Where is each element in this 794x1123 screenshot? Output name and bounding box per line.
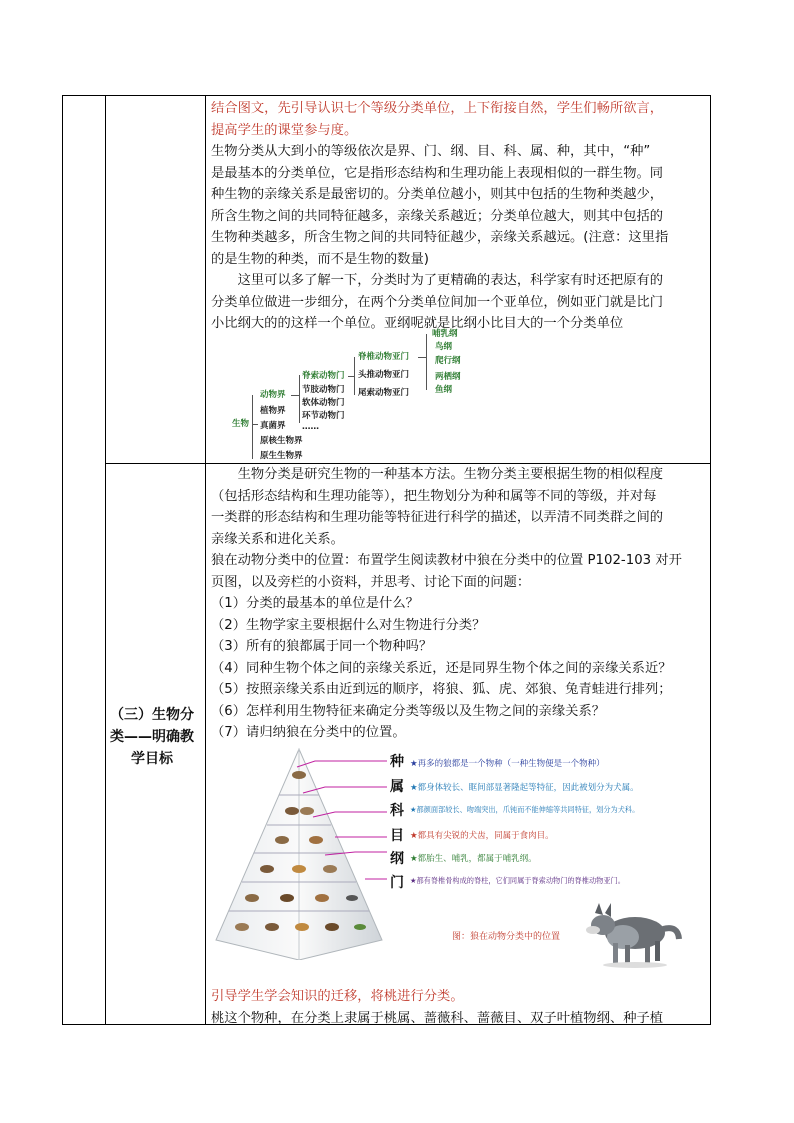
level-family: 科 [390,803,404,819]
class-item: 爬行纲 [435,356,461,366]
level-note: ★都胎生、哺乳，都属于哺乳纲。 [410,854,537,864]
subphylum-item: 头推动物亚门 [358,370,410,380]
tree-root: 生物 [232,419,250,429]
star-icon: ★ [410,854,418,864]
star-icon: ★ [410,876,417,885]
col-divider-1 [105,96,106,1024]
star-icon: ★ [410,783,418,793]
para-line: 小比纲大的的这样一个单位。亚纲呢就是比纲小比目大的一个分类单位 [211,316,624,331]
peach-guide: 引导学生学会知识的迁移，将桃进行分类。 [211,989,464,1004]
para-line: 生物分类从大到小的等级依次是界、门、纲、目、科、属、种，其中，“种” [211,144,651,159]
level-note: ★都有脊椎骨构成的脊柱，它们同属于脊索动物门的脊椎动物亚门。 [410,876,625,885]
level-class: 纲 [390,851,404,867]
para-line: 的是生物的种类，而不是生物的数量) [211,251,429,267]
class-item: 鸟纲 [435,342,453,352]
level-note: ★都具有尖锐的犬齿，同属于食肉目。 [410,831,554,841]
phylum-item: 软体动物门 [302,398,345,408]
question-item: （4）同种生物个体之间的亲缘关系近，还是同界生物个体之间的亲缘关系近？ [211,660,672,676]
level-note: ★都颜面部较长、吻端突出，爪钝而不能伸缩等共同特征，划分为犬科。 [410,805,640,814]
kingdom-item: 植物界 [260,406,286,416]
question-item: （6）怎样利用生物特征来确定分类等级以及生物之间的亲缘关系？ [211,703,606,719]
question-item: （5）按照亲缘关系由近到远的顺序，将狼、狐、虎、郊狼、兔青蛙进行排列； [211,682,672,697]
subphylum-item: 脊椎动物亚门 [358,352,410,362]
row1-content [211,98,707,335]
para-line: 生物种类越多，所含生物之间的共同特征越少，亲缘关系越远。(注意：这里指 [211,230,669,245]
wolf-line: 页图，以及旁栏的小资料，并思考、讨论下面的问题： [211,574,531,590]
wolf-line: 狼在动物分类中的位置：布置学生阅读教材中狼在分类中的位置 P102-103 对开 [211,553,682,568]
para-line: 这里可以多了解一下，分类时为了更精确的表达，科学家有时还把原有的 [237,273,664,288]
intro-line: 一类群的形态结构和生理功能等特征进行科学的描述，以弄清不同类群之间的 [211,510,664,525]
para-line: 是最基本的分类单位，它是指形态结构和生理功能上表现相似的一群生物。同 [211,165,664,181]
peach-content [211,986,707,1029]
level-order: 目 [390,828,404,844]
level-species: 种 [390,754,404,770]
para-line: 种生物的亲缘关系是最密切的。分类单位越小，则其中包括的生物种类越少， [211,187,664,202]
phylum-item: 环节动物门 [302,411,345,421]
phylum-item: 脊索动物门 [302,371,345,381]
kingdom-item: 原核生物界 [260,436,303,446]
kingdom-item: 原生生物界 [260,451,303,461]
star-icon: ★ [410,805,417,814]
class-item: 哺乳纲 [432,329,458,339]
level-phylum: 门 [390,875,404,891]
star-icon: ★ [410,831,418,841]
stage-label: （三）生物分类——明确教学目标 [110,707,194,767]
class-item: 两栖纲 [435,372,461,382]
level-connectors [295,755,395,885]
intro-line: （包括形态结构和生理功能等），把生物划分为种和属等不同的等级，并对每 [211,488,657,504]
level-genus: 属 [390,779,404,795]
kingdom-item: 动物界 [260,390,286,400]
level-note: ★再多的狼都是一个物种（一种生物便是一个物种） [410,759,605,769]
question-item: （3）所有的狼都属于同一个物种吗？ [211,639,433,654]
intro-line: 亲缘关系和进化关系。 [211,531,344,547]
question-item: （1）分类的最基本的单位是什么？ [211,596,419,611]
level-note: ★都身体较长、眶间部显著隆起等特征，因此被划分为犬属。 [410,783,639,793]
para-line: 分类单位做进一步细分，在两个分类单位间加一个亚单位，例如亚门就是比门 [211,294,664,310]
star-icon: ★ [410,759,418,769]
kingdom-item: 真菌界 [260,421,286,431]
class-item: 鱼纲 [435,385,453,395]
question-item: （7）请归纳狼在分类中的位置。 [211,725,406,740]
phylum-item: …… [302,422,319,432]
row2-content [211,464,707,744]
guide-line: 提高学生的课堂参与度。 [211,122,358,138]
phylum-item: 节肢动物门 [302,385,345,395]
guide-line: 结合图文，先引导认识七个等级分类单位，上下衔接自然，学生们畅所欲言， [211,101,664,116]
intro-line: 生物分类是研究生物的一种基本方法。生物分类主要根据生物的相似程度 [237,467,664,482]
figure-caption: 图：狼在动物分类中的位置 [452,932,561,942]
question-item: （2）生物学家主要根据什么对生物进行分类？ [211,617,486,633]
wolf-image [583,895,683,970]
peach-text: 桃这个物种，在分类上隶属于桃属、蔷薇科、蔷薇目、双子叶植物纲、种子植 [211,1010,664,1026]
para-line: 所含生物之间的共同特征越多，亲缘关系越近；分类单位越大，则其中包括的 [211,208,664,224]
subphylum-item: 尾索动物亚门 [358,388,410,398]
col-divider-2 [205,96,206,1024]
